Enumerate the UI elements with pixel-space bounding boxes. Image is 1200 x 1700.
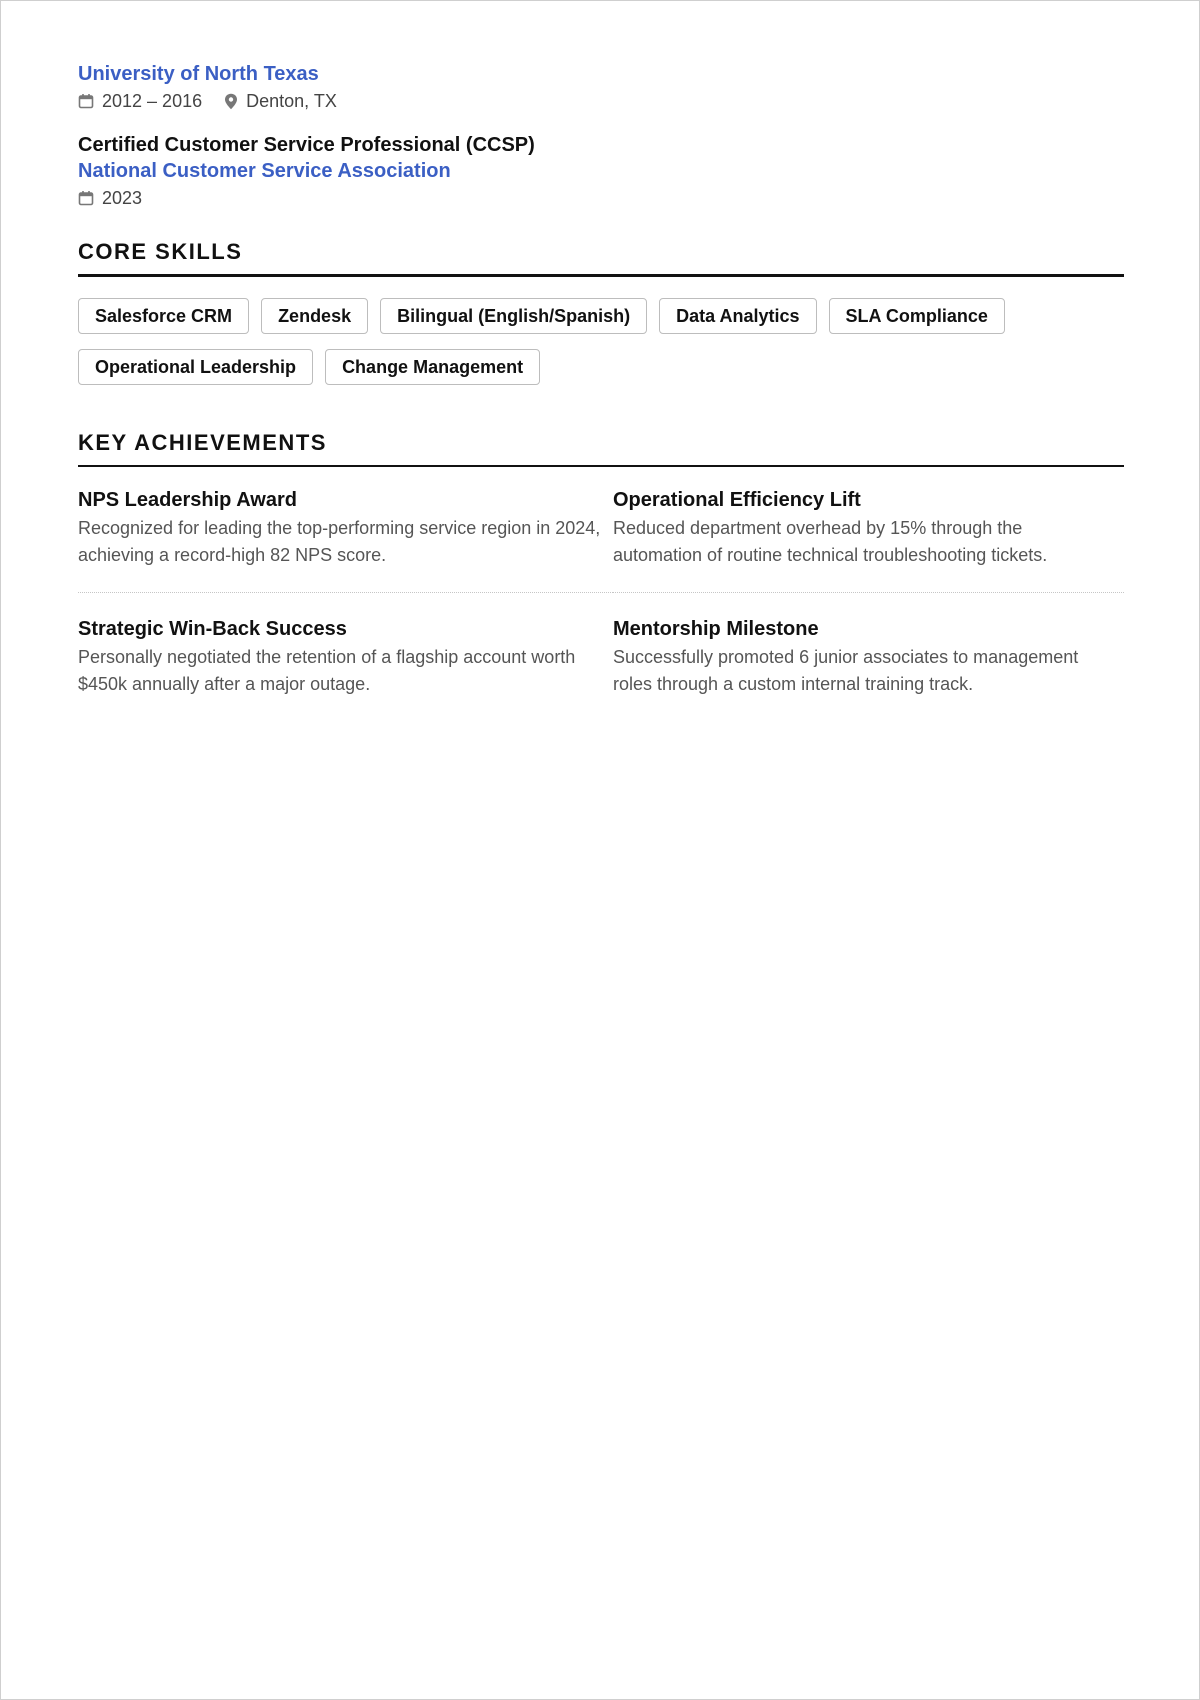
certification-issuer[interactable]: National Customer Service Association [78, 160, 451, 182]
skills-list [78, 298, 1124, 400]
achievement-title: Mentorship Milestone [613, 618, 819, 640]
key-achievements-heading: KEY ACHIEVEMENTS [78, 430, 1124, 467]
education-years: 2012 – 2016 [102, 90, 203, 111]
skill-chip: Operational Leadership [78, 349, 313, 385]
certification-year: 2023 [102, 187, 143, 208]
education-entry [78, 61, 1124, 114]
achievement-description: Personally negotiated the retention of a flagship account worth $450k annually after a major outage. [78, 647, 576, 694]
achievement-description: Recognized for leading the top-performing service region in 2024, achieving a record-high 82 NPS score. [78, 518, 601, 565]
calendar-icon [78, 190, 94, 206]
skill-chip: Data Analytics [659, 298, 816, 334]
skill-chip: Salesforce CRM [78, 298, 249, 334]
map-pin-icon [224, 93, 238, 110]
certification-date [78, 188, 142, 209]
achievement-item [613, 592, 1124, 721]
achievements-grid [78, 487, 1124, 721]
achievement-item [78, 487, 613, 592]
achievement-title: Strategic Win-Back Success [78, 618, 347, 640]
core-skills-heading: CORE SKILLS [78, 239, 1124, 277]
achievement-item [613, 487, 1124, 592]
achievement-description: Reduced department overhead by 15% through the automation of routine technical troubleshooting tickets. [613, 518, 1048, 565]
resume-content [78, 61, 1124, 721]
achievement-title: Operational Efficiency Lift [613, 489, 861, 511]
achievement-description: Successfully promoted 6 junior associates to management roles through a custom internal training track. [613, 647, 1079, 694]
achievement-item [78, 592, 613, 721]
education-location-text: Denton, TX [246, 90, 337, 111]
skill-chip: SLA Compliance [829, 298, 1005, 334]
certification-entry [78, 132, 1124, 211]
skill-chip: Change Management [325, 349, 540, 385]
school-name[interactable]: University of North Texas [78, 63, 319, 85]
education-location [224, 91, 337, 112]
certification-title: Certified Customer Service Professional (CCSP) [78, 134, 535, 156]
skill-chip: Zendesk [261, 298, 368, 334]
achievement-title: NPS Leadership Award [78, 489, 297, 511]
education-dates [78, 91, 202, 112]
calendar-icon [78, 93, 94, 109]
education-meta [78, 88, 1124, 114]
certification-meta [78, 185, 1124, 211]
skill-chip: Bilingual (English/Spanish) [380, 298, 647, 334]
